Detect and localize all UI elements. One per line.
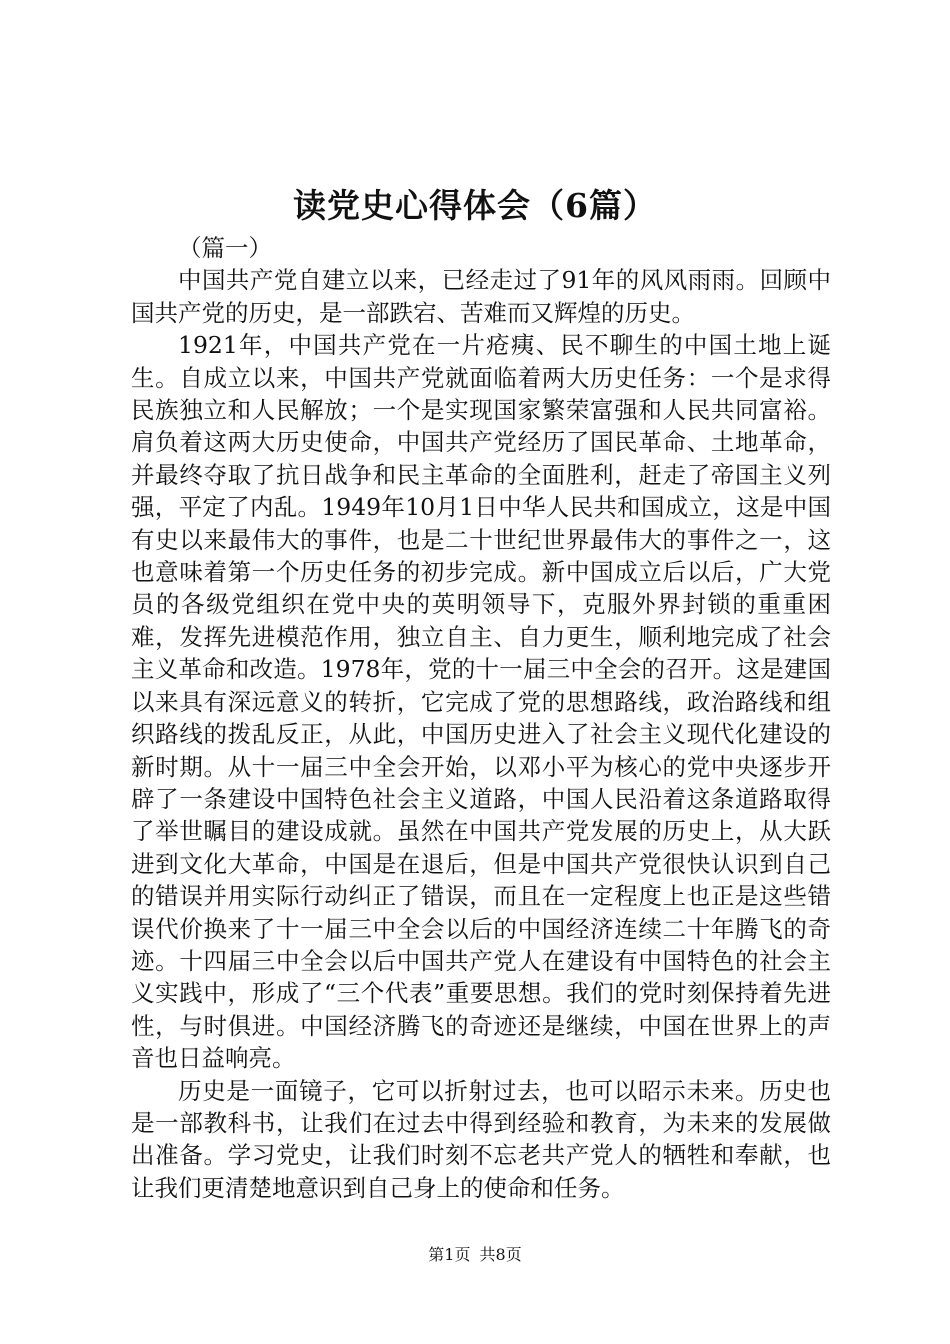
page-footer [0,1244,950,1266]
document-body [131,232,831,1204]
paragraph-3: 历史是一面镜子，它可以折射过去，也可以昭示未来。历史也是一部教科书，让我们在过去中得到经验和教育，为未来的发展做出准备。学习党史，让我们时刻不忘老共产党人的牺牲和奉献，也让我们更清楚地意识到自己身上的使命和任务。 [131,1076,831,1202]
page-number-current: 第1页 [428,1245,471,1264]
paragraph-1: 中国共产党自建立以来，已经走过了91年的风风雨雨。回顾中国共产党的历史，是一部跌宕、苦难而又辉煌的历史。 [131,266,831,327]
section-label: （篇一） [178,234,272,262]
page-number-total: 共8页 [479,1245,522,1264]
document-title: 读党史心得体会（6篇） [293,186,657,225]
paragraph-2: 1921年，中国共产党在一片疮痍、民不聊生的中国土地上诞生。自成立以来，中国共产党就面临着两大历史任务：一个是求得民族独立和人民解放；一个是实现国家繁荣富强和人民共同富裕。肩负着这两大历史使命，中国共产党经历了国民革命、土地革命，并最终夺取了抗日战争和民主革命的全面胜利，赶走了帝国主义列强，平定了内乱。1949年10月1日中华人民共和国成立，这是中国有史以来最伟大的事件，也是二十世纪世界最伟大的事件之一，这也意味着第一个历史任务的初步完成。新中国成立后以后，广大党员的各级党组织在党中央的英明领导下，克服外界封锁的重重困难，发挥先进模范作用，独立自主、自力更生，顺利地完成了社会主义革命和改造。1978年，党的十一届三中全会的召开。这是建国以来具有深远意义的转折，它完成了党的思想路线，政治路线和组织路线的拨乱反正，从此，中国历史进入了社会主义现代化建设的新时期。从十一届三中全会开始，以邓小平为核心的党中央逐步开辟了一条建设中国特色社会主义道路，中国人民沿着这条道路取得了举世瞩目的建设成就。虽然在中国共产党发展的历史上，从大跃进到文化大革命，中国是在退后，但是中国共产党很快认识到自己的错误并用实际行动纠正了错误，而且在一定程度上也正是这些错误代价换来了十一届三中全会以后的中国经济连续二十年腾飞的奇迹。十四届三中全会以后中国共产党人在建设有中国特色的社会主义实践中，形成了“三个代表”重要思想。我们的党时刻保持着先进性，与时俱进。中国经济腾飞的奇迹还是继续，中国在世界上的声音也日益响亮。 [131,331,831,1073]
